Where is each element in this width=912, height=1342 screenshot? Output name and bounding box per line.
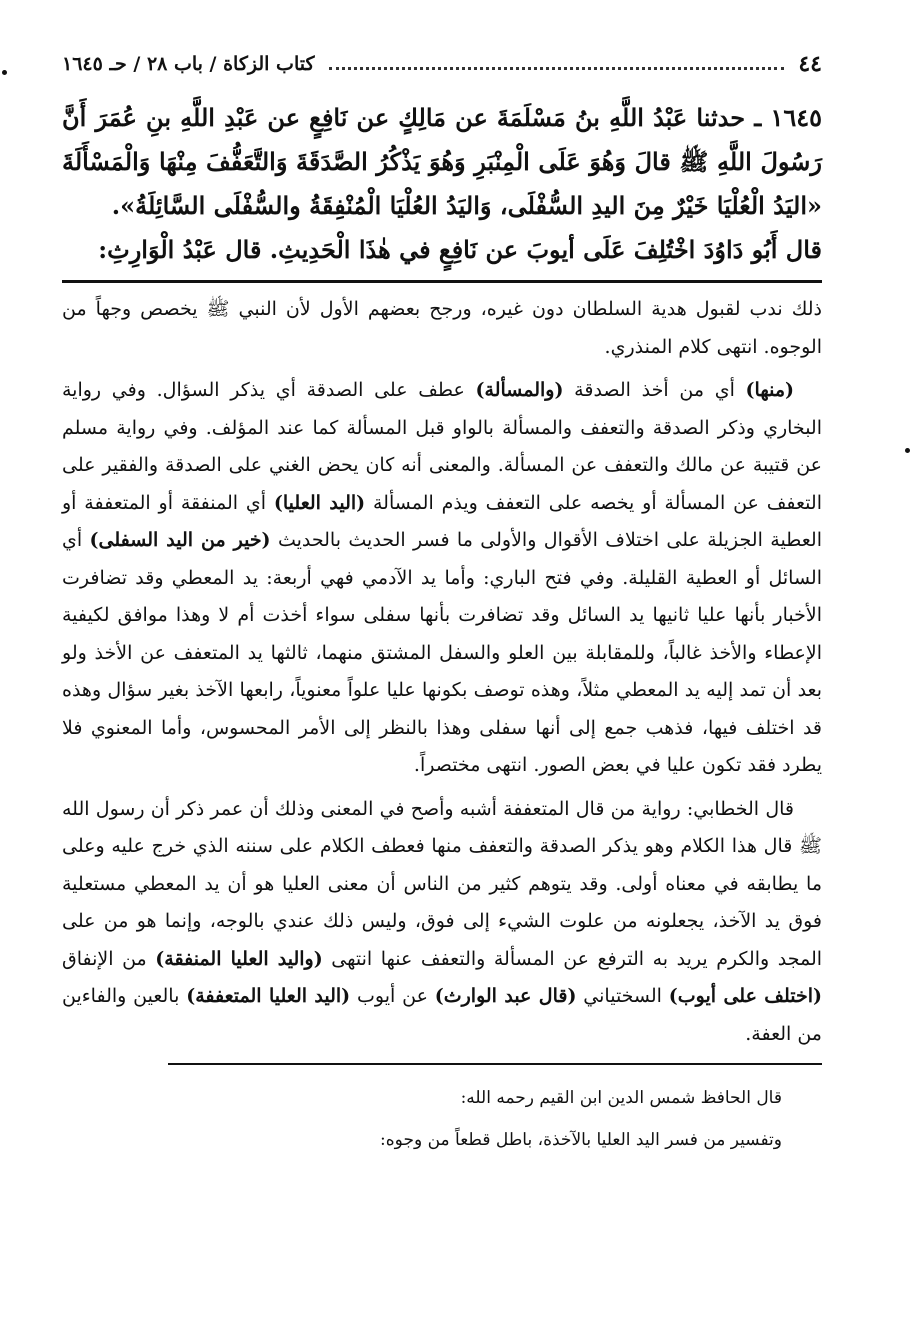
book-page	[62, 44, 822, 1334]
hadith-paragraph	[62, 96, 822, 228]
text-run: أي من أخذ الصدقة	[563, 379, 746, 401]
footnote-line-2: وتفسير من فسر اليد العليا بالآخذة، باطل قطعاً من وجوه:	[380, 1130, 782, 1150]
footnote-line-1: قال الحافظ شمس الدين ابن القيم رحمه الله:	[460, 1088, 782, 1108]
keyword: (خير من اليد السفلى)	[89, 529, 271, 551]
keyword: (قال عبد الوارث)	[434, 985, 577, 1007]
hadith-text	[62, 96, 822, 272]
keyword: (اختلف على أيوب)	[668, 985, 823, 1007]
keyword: (اليد العليا المتعففة)	[186, 985, 351, 1007]
footnote-divider	[168, 1063, 822, 1065]
commentary-paragraph-1: ذلك ندب لقبول هدية السلطان دون غيره، ورجح بعضهم الأول لأن النبي ﷺ يخصص وجهاً من الوجوه. انتهى كلام المنذري.	[62, 298, 822, 358]
text-run: أي السائل أو العطية القليلة. وفي فتح الباري: وأما يد الآدمي فهي أربعة: يد المعطي وقد تضافرت الأخبار بأنها عليا ثانيها يد السائل وقد تضافرت بأنها سفلى سواء أخذت أم لا وهذا موافق لكيفية الإعطاء والأخذ غالباً، وللمقابلة بين العلو والسفل المشتق منهما، ثالثها يد المتعفف عن الأخذ ولو بعد أن تمد إليه يد المعطي مثلاً، وهذه توصف بكونها عليا علواً معنوياً، رابعها الآخذ بغير سؤال وهذه قد اختلف فيها، فذهب جمع إلى أنها سفلى وهذا بالنظر إلى الأمر المحسوس، وأما المعنوي فلا يطرد فقد تكون عليا في بعض الصور. انتهى مختصراً.	[62, 529, 822, 776]
running-title: كتاب الزكاة / باب ٢٨ / حـ ١٦٤٥	[62, 53, 315, 75]
section-divider	[62, 280, 822, 283]
text-run: عطف على الصدقة أي يذكر السؤال. وفي رواية البخاري وذكر الصدقة والتعفف والمسألة بالواو قبل المسألة كما عند المؤلف. وفي رواية مسلم عن قتيبة عن مالك والتعفف عن المسألة. والمعنى أنه كان يحض الغني على الصدقة والفقير على التعفف عن المسألة أو يخصه على التعفف ويذم المسألة	[62, 379, 822, 514]
keyword: (منها)	[745, 379, 794, 401]
keyword: (واليد العليا المنفقة)	[155, 947, 323, 970]
text-run: أي المنفقة أو المتعففة أو العطية الجزيلة على اختلاف الأقوال والأولى ما فسر الحديث بالحديث	[62, 491, 822, 551]
text-run: من الإنفاق	[62, 947, 156, 970]
header-leader-dots	[329, 67, 785, 70]
text-run: السختياني	[576, 985, 669, 1007]
keyword: (اليد العليا)	[273, 491, 366, 514]
commentary-paragraph-3	[62, 791, 822, 1054]
commentary-paragraph-2	[62, 372, 822, 785]
page-number: ٤٤	[798, 51, 822, 77]
text-run: قال الخطابي: رواية من قال المتعففة أشبه وأصح في المعنى وذلك أن عمر ذكر أن رسول الله ﷺ قال هذا الكلام وهو يذكر الصدقة والتعفف منها فعطف الكلام على سننه الذي خرج عليه وعلى ما يطابقه في معناه أولى. وقد يتوهم كثير من الناس أن معنى العليا هو أن يد المعطي مستعلية فوق يد الآخذ، يجعلونه من علوت الشيء إلى فوق، وليس ذلك عندي بالوجه، وإنما هو من على المجد والكرم يريد به الترفع عن المسألة والتعفف عنها انتهى	[62, 797, 823, 970]
margin-mark-left	[2, 70, 7, 75]
keyword: (والمسألة)	[475, 379, 564, 401]
margin-mark-right	[905, 448, 910, 453]
commentary	[62, 291, 822, 1053]
hadith-body: حدثنا عَبْدُ اللَّهِ بنُ مَسْلَمَةَ عن مَالِكٍ عن نَافِعٍ عن عَبْدِ اللَّهِ بنِ عُمَرَ أَنَّ رَسُولَ اللَّهِ ﷺ قالَ وَهُوَ عَلَى الْمِنْبَرِ وَهُوَ يَذْكُرُ الصَّدَقَةَ وَالتَّعَفُّفَ مِنْهَا وَالْمَسْأَلَةَ «اليَدُ الْعُلْيَا خَيْرٌ مِنَ اليدِ السُّفْلَى، وَاليَدُ العُلْيَا الْمُنْفِقَةُ والسُّفْلَى السَّائِلَةُ».	[62, 103, 822, 220]
running-header	[62, 44, 822, 84]
text-run: بالعين والفاءين من العفة.	[62, 985, 822, 1045]
hadith-note: قال أَبُو دَاوُدَ اخْتُلِفَ عَلَى أيوبَ عن نَافِعٍ في هٰذَا الْحَدِيثِ. قال عَبْدُ الْوَارِثِ:	[98, 235, 822, 264]
text-run: عن أيوب	[350, 985, 435, 1007]
hadith-number: ١٦٤٥ ـ	[754, 103, 823, 132]
footnote	[62, 1077, 822, 1161]
